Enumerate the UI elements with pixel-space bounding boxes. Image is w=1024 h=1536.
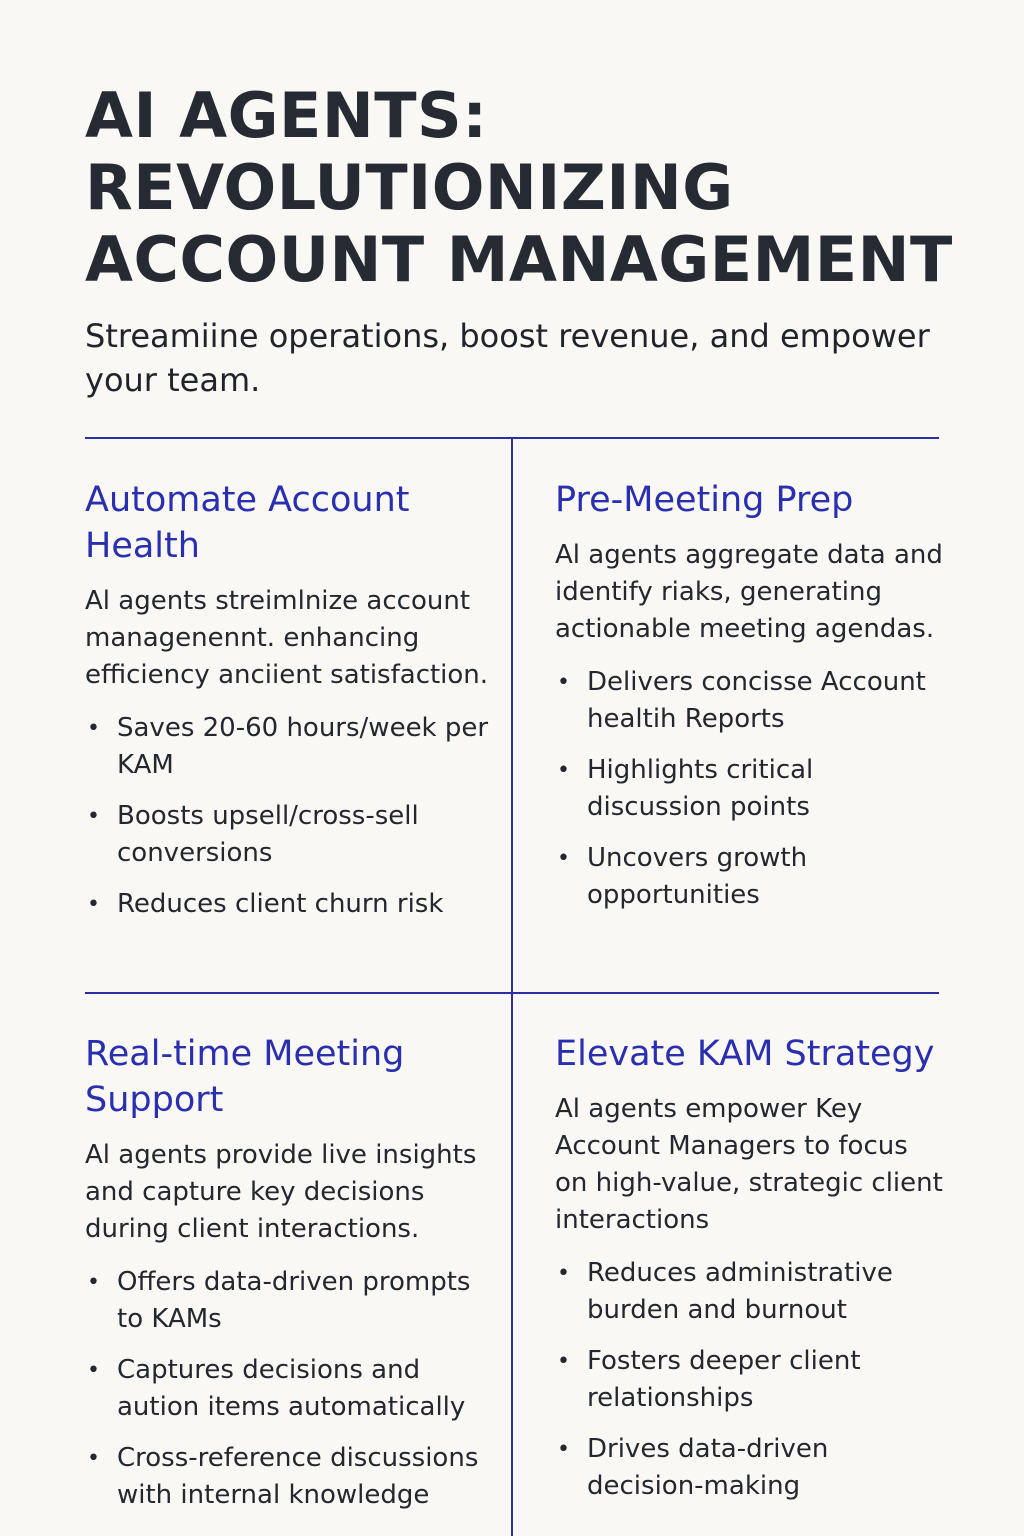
card-automate-account-health: [85, 477, 495, 937]
page-subtitle: Streamiine operations, boost revenue, and empower your team.: [85, 317, 930, 399]
list-item-text: Captures decisions and aution items automatically: [117, 1355, 466, 1422]
bullet-icon: •: [557, 1261, 570, 1286]
bullet-icon: •: [557, 670, 570, 695]
bullet-icon: •: [87, 804, 100, 829]
list-item-text: Reduces administrative burden and burnout: [587, 1258, 893, 1325]
list-item: [555, 1343, 945, 1417]
list-item-text: Uncovers growth opportunities: [587, 843, 808, 910]
card-description: Al agents aggregate data and identify riaks, generating actionable meeting agendas.: [555, 540, 943, 644]
list-item: [555, 664, 945, 738]
card-heading: Automate Account Health: [85, 480, 410, 566]
card-heading: Real-time Meeting Support: [85, 1034, 405, 1120]
list-item-text: Reduces client churn risk: [117, 889, 444, 919]
bullet-icon: •: [557, 758, 570, 783]
list-item-text: Offers data-driven prompts to KAMs: [117, 1267, 471, 1334]
list-item-text: Highlights critical discussion points: [587, 755, 814, 822]
list-item: [85, 886, 495, 923]
title-line-1: AI AGENTS:: [85, 79, 488, 152]
bullet-icon: •: [87, 1446, 100, 1471]
vertical-divider: [511, 438, 513, 1536]
card-bullet-list: [555, 664, 945, 914]
card-heading: Pre-Meeting Prep: [555, 480, 854, 520]
list-item-text: Drives data-driven decision-making: [587, 1434, 829, 1501]
bullet-icon: •: [557, 1437, 570, 1462]
card-bullet-list: [85, 1264, 495, 1514]
title-line-2: REVOLUTIONIZING: [85, 151, 734, 224]
list-item: [555, 752, 945, 826]
list-item: [555, 1431, 945, 1505]
bullet-icon: •: [87, 716, 100, 741]
list-item: [555, 1255, 945, 1329]
list-item: [85, 710, 495, 784]
title-line-3: ACCOUNT MANAGEMENT: [85, 223, 953, 296]
bullet-icon: •: [87, 1358, 100, 1383]
bullet-icon: •: [557, 846, 570, 871]
bullet-icon: •: [87, 1270, 100, 1295]
card-description: Al agents streimlnize account managenennt. enhancing efficiency anciient satisfaction.: [85, 586, 489, 690]
card-bullet-list: [555, 1255, 945, 1505]
list-item-text: Fosters deeper client relationships: [587, 1346, 861, 1413]
card-elevate-kam-strategy: [555, 1031, 945, 1519]
page-title: [85, 80, 985, 296]
bullet-icon: •: [87, 892, 100, 917]
list-item: [85, 1440, 495, 1514]
card-description: Al agents empower Key Account Managers to focus on high-value, strategic client interactions: [555, 1094, 943, 1235]
card-real-time-meeting-support: [85, 1031, 495, 1528]
list-item-text: Cross-reference discussions with internal knowledge: [117, 1443, 479, 1510]
list-item: [85, 1264, 495, 1338]
list-item: [85, 798, 495, 872]
list-item-text: Saves 20-60 hours/week per KAM: [117, 713, 489, 780]
list-item: [555, 840, 945, 914]
card-description: Al agents provide live insights and capture key decisions during client interactions.: [85, 1140, 477, 1244]
list-item-text: Delivers concisse Account healtih Reports: [587, 667, 926, 734]
card-bullet-list: [85, 710, 495, 923]
card-heading: Elevate KAM Strategy: [555, 1034, 935, 1074]
bullet-icon: •: [557, 1349, 570, 1374]
list-item: [85, 1352, 495, 1426]
card-pre-meeting-prep: [555, 477, 945, 928]
list-item-text: Boosts upsell/cross-sell conversions: [117, 801, 419, 868]
